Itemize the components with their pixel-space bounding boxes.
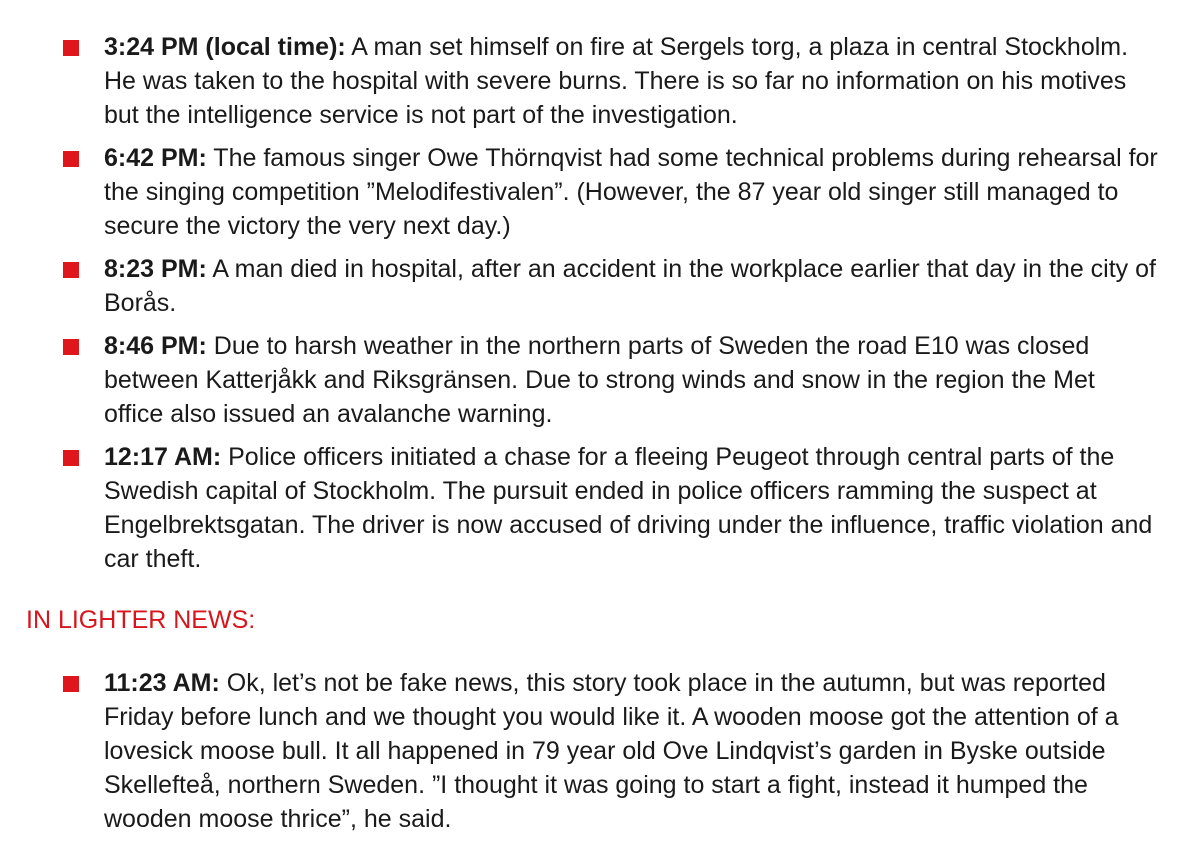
list-item (0, 329, 1200, 431)
item-time: 8:23 PM: (104, 255, 207, 283)
news-list (0, 30, 1200, 585)
red-square-bullet-icon (63, 450, 79, 466)
red-square-bullet-icon (63, 676, 79, 692)
red-square-bullet-icon (63, 339, 79, 355)
item-time: 8:46 PM: (104, 332, 207, 360)
list-item (0, 30, 1200, 132)
item-time: 12:17 AM: (104, 443, 222, 471)
item-text: Due to harsh weather in the northern parts of Sweden the road E10 was closed between Katterjåkk and Riksgränsen. Due to strong winds and snow in the region the Met office also issued an avalanche warning. (104, 332, 1095, 428)
red-square-bullet-icon (63, 262, 79, 278)
red-square-bullet-icon (63, 151, 79, 167)
item-text: A man set himself on fire at Sergels torg, a plaza in central Stockholm. He was taken to the hospital with severe burns. There is so far no information on his motives but the intelligence service is not part of the investigation. (104, 33, 1129, 129)
item-time: 6:42 PM: (104, 144, 207, 172)
section-heading: IN LIGHTER NEWS: (26, 606, 256, 634)
item-time: 11:23 AM: (104, 669, 220, 697)
list-item (0, 666, 1200, 836)
item-text: Ok, let’s not be fake news, this story took place in the autumn, but was reported Friday before lunch and we thought you would like it. A wooden moose got the attention of a lovesick moose bull. It all happened in 79 year old Ove Lindqvist’s garden in Byske outside Skellefteå, northern Sweden. ”I thought it was going to start a fight, instead it humped the wooden moose thrice”, he said. (104, 669, 1119, 833)
red-square-bullet-icon (63, 40, 79, 56)
list-item (0, 440, 1200, 576)
item-text: The famous singer Owe Thörnqvist had some technical problems during rehearsal for the singing competition ”Melodifestivalen”. (However, the 87 year old singer still managed to secure the victory the very next day.) (104, 144, 1158, 240)
item-text: Police officers initiated a chase for a fleeing Peugeot through central parts of the Swedish capital of Stockholm. The pursuit ended in police officers ramming the suspect at Engelbrektsgatan. The driver is now accused of driving under the influence, traffic violation and car theft. (104, 443, 1153, 573)
item-time: 3:24 PM (local time): (104, 33, 346, 61)
lighter-news-list (0, 666, 1200, 845)
list-item (0, 141, 1200, 243)
list-item (0, 252, 1200, 320)
item-text: A man died in hospital, after an accident in the workplace earlier that day in the city of Borås. (104, 255, 1156, 317)
